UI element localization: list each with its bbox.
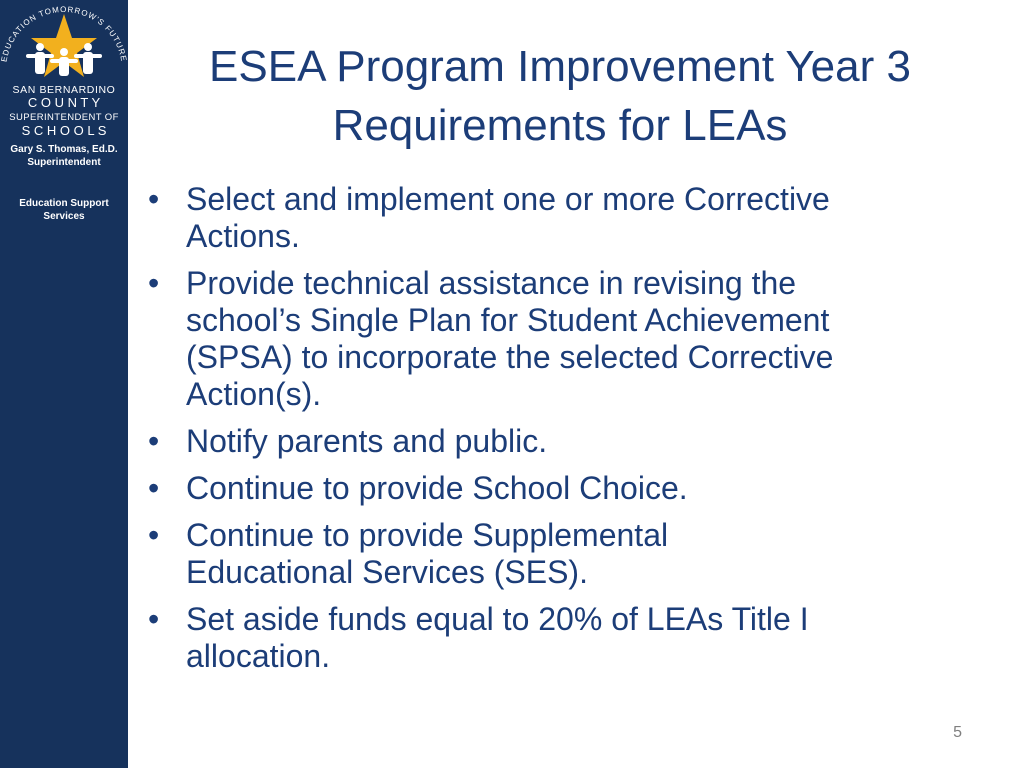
bullet-marker: • bbox=[148, 265, 160, 301]
bullet-text-line: Select and implement one or more Corrective bbox=[186, 181, 830, 217]
logo-line-1: SAN BERNARDINO bbox=[12, 84, 116, 96]
slide-title-line-2: Requirements for LEAs bbox=[332, 101, 788, 150]
bullet-marker: • bbox=[148, 601, 160, 637]
slide-title-line-1: ESEA Program Improvement Year 3 bbox=[209, 42, 911, 91]
bullet-marker: • bbox=[148, 181, 160, 217]
bullet-item bbox=[148, 265, 978, 413]
bullet-text-line: school’s Single Plan for Student Achievement bbox=[186, 302, 830, 338]
superintendent-name: Gary S. Thomas, Ed.D. bbox=[10, 144, 118, 155]
department-name-line-2: Services bbox=[43, 211, 85, 222]
bullet-text-line: Actions. bbox=[186, 218, 300, 254]
bullet-text-line: Continue to provide School Choice. bbox=[186, 470, 688, 506]
logo-arc-text: EDUCATION TOMORROW'S FUTURE bbox=[0, 5, 128, 63]
bullet-text-line: Continue to provide Supplemental bbox=[186, 517, 669, 553]
bullet-text-line: Notify parents and public. bbox=[186, 423, 548, 459]
superintendent-title: Superintendent bbox=[27, 157, 101, 168]
bullet-list bbox=[148, 181, 978, 685]
sidebar bbox=[0, 0, 128, 768]
bullet-item bbox=[148, 181, 978, 255]
bullet-marker: • bbox=[148, 517, 160, 553]
logo-line-2: C O U N T Y bbox=[27, 95, 101, 110]
logo-line-4: S C H O O L S bbox=[21, 123, 107, 138]
bullet-text-line: Action(s). bbox=[186, 376, 322, 412]
bullet-item bbox=[148, 423, 978, 460]
bullet-text-line: (SPSA) to incorporate the selected Corrective bbox=[186, 339, 834, 375]
bullet-item bbox=[148, 517, 978, 591]
bullet-text-line: Provide technical assistance in revising the bbox=[186, 265, 797, 301]
bullet-item bbox=[148, 470, 978, 507]
bullet-marker: • bbox=[148, 423, 160, 459]
bullet-text-line: Set aside funds equal to 20% of LEAs Title I bbox=[186, 601, 809, 637]
page-number: 5 bbox=[953, 724, 962, 741]
bullet-text-line: Educational Services (SES). bbox=[186, 554, 588, 590]
bullet-item bbox=[148, 601, 978, 675]
department-name-line-1: Education Support bbox=[19, 198, 109, 209]
bullet-marker: • bbox=[148, 470, 160, 506]
county-schools-logo bbox=[0, 0, 128, 145]
logo-line-3: SUPERINTENDENT OF bbox=[9, 112, 119, 123]
bullet-text-line: allocation. bbox=[186, 638, 331, 674]
